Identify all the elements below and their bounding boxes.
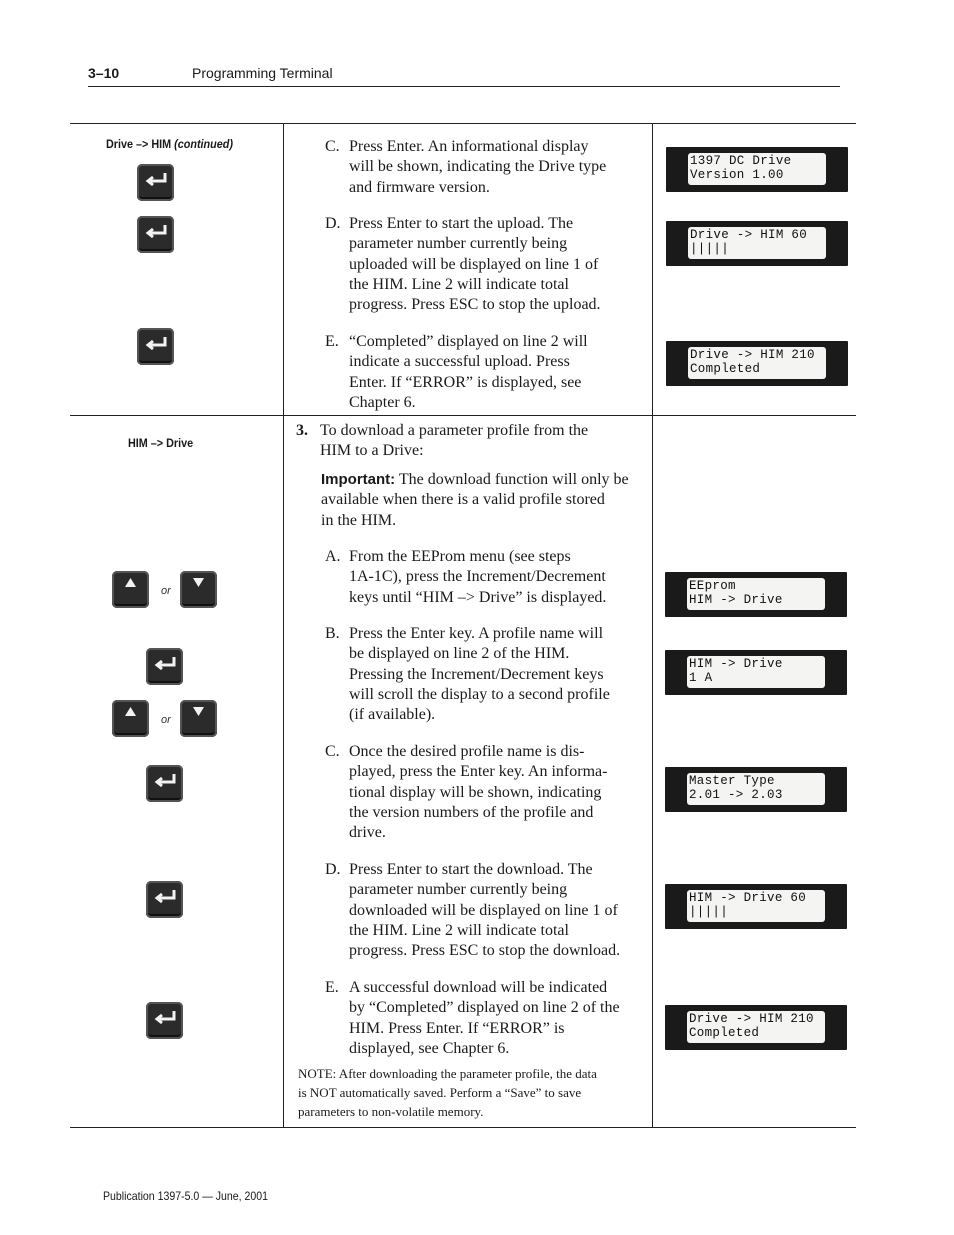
key-glyph: [180, 571, 217, 608]
key-glyph: [112, 700, 149, 737]
header-rule: [88, 86, 840, 87]
key-glyph: [146, 648, 183, 685]
key-glyph: [180, 700, 217, 737]
him-display: Drive -> HIM 60 |||||: [666, 221, 848, 266]
table-top-rule: [70, 123, 856, 124]
him-display: Drive -> HIM 210 Completed: [666, 341, 848, 386]
up-arrow-key-icon: [112, 700, 149, 737]
or-label: or: [161, 585, 171, 597]
him-display: 1397 DC Drive Version 1.00: [666, 147, 848, 192]
key-glyph: [146, 765, 183, 802]
enter-key-icon: [137, 216, 174, 253]
section-label-drive-him: Drive –> HIM (continued): [106, 137, 233, 151]
him-display: HIM -> Drive 1 A: [665, 650, 847, 695]
page-number: 3–10: [88, 65, 120, 81]
key-glyph: [146, 1002, 183, 1039]
him-display: HIM -> Drive 60 |||||: [665, 884, 847, 929]
key-glyph: [137, 164, 174, 201]
key-glyph: [137, 216, 174, 253]
table-bottom-rule: [70, 1127, 856, 1128]
column-divider-right: [652, 123, 653, 1127]
or-label: or: [161, 714, 171, 726]
continued-label: (continued): [174, 137, 233, 151]
him-display: EEprom HIM -> Drive: [665, 572, 847, 617]
him-display: Drive -> HIM 210 Completed: [665, 1005, 847, 1050]
him-display: Master Type 2.01 -> 2.03: [665, 767, 847, 812]
important-label: Important:: [321, 471, 396, 488]
download-note: NOTE: After downloading the parameter profile, the data is NOT automatically saved. Perform a “Save” to save parameters to non-volatile memory.: [298, 1066, 597, 1119]
table-mid-rule: [70, 415, 856, 416]
enter-key-icon: [146, 648, 183, 685]
enter-key-icon: [146, 881, 183, 918]
key-glyph: [137, 328, 174, 365]
up-arrow-key-icon: [112, 571, 149, 608]
down-arrow-key-icon: [180, 571, 217, 608]
enter-key-icon: [137, 328, 174, 365]
column-divider-left: [283, 123, 284, 1127]
down-arrow-key-icon: [180, 700, 217, 737]
enter-key-icon: [146, 765, 183, 802]
key-glyph: [112, 571, 149, 608]
publication-footer: Publication 1397-5.0 — June, 2001: [103, 1189, 268, 1203]
enter-key-icon: [146, 1002, 183, 1039]
enter-key-icon: [137, 164, 174, 201]
section-label-him-drive: HIM –> Drive: [128, 436, 194, 450]
page-header-title: Programming Terminal: [192, 65, 333, 81]
key-glyph: [146, 881, 183, 918]
important-note: Important: The download function will only be available when there is a valid profile stored in the HIM.: [321, 471, 629, 529]
